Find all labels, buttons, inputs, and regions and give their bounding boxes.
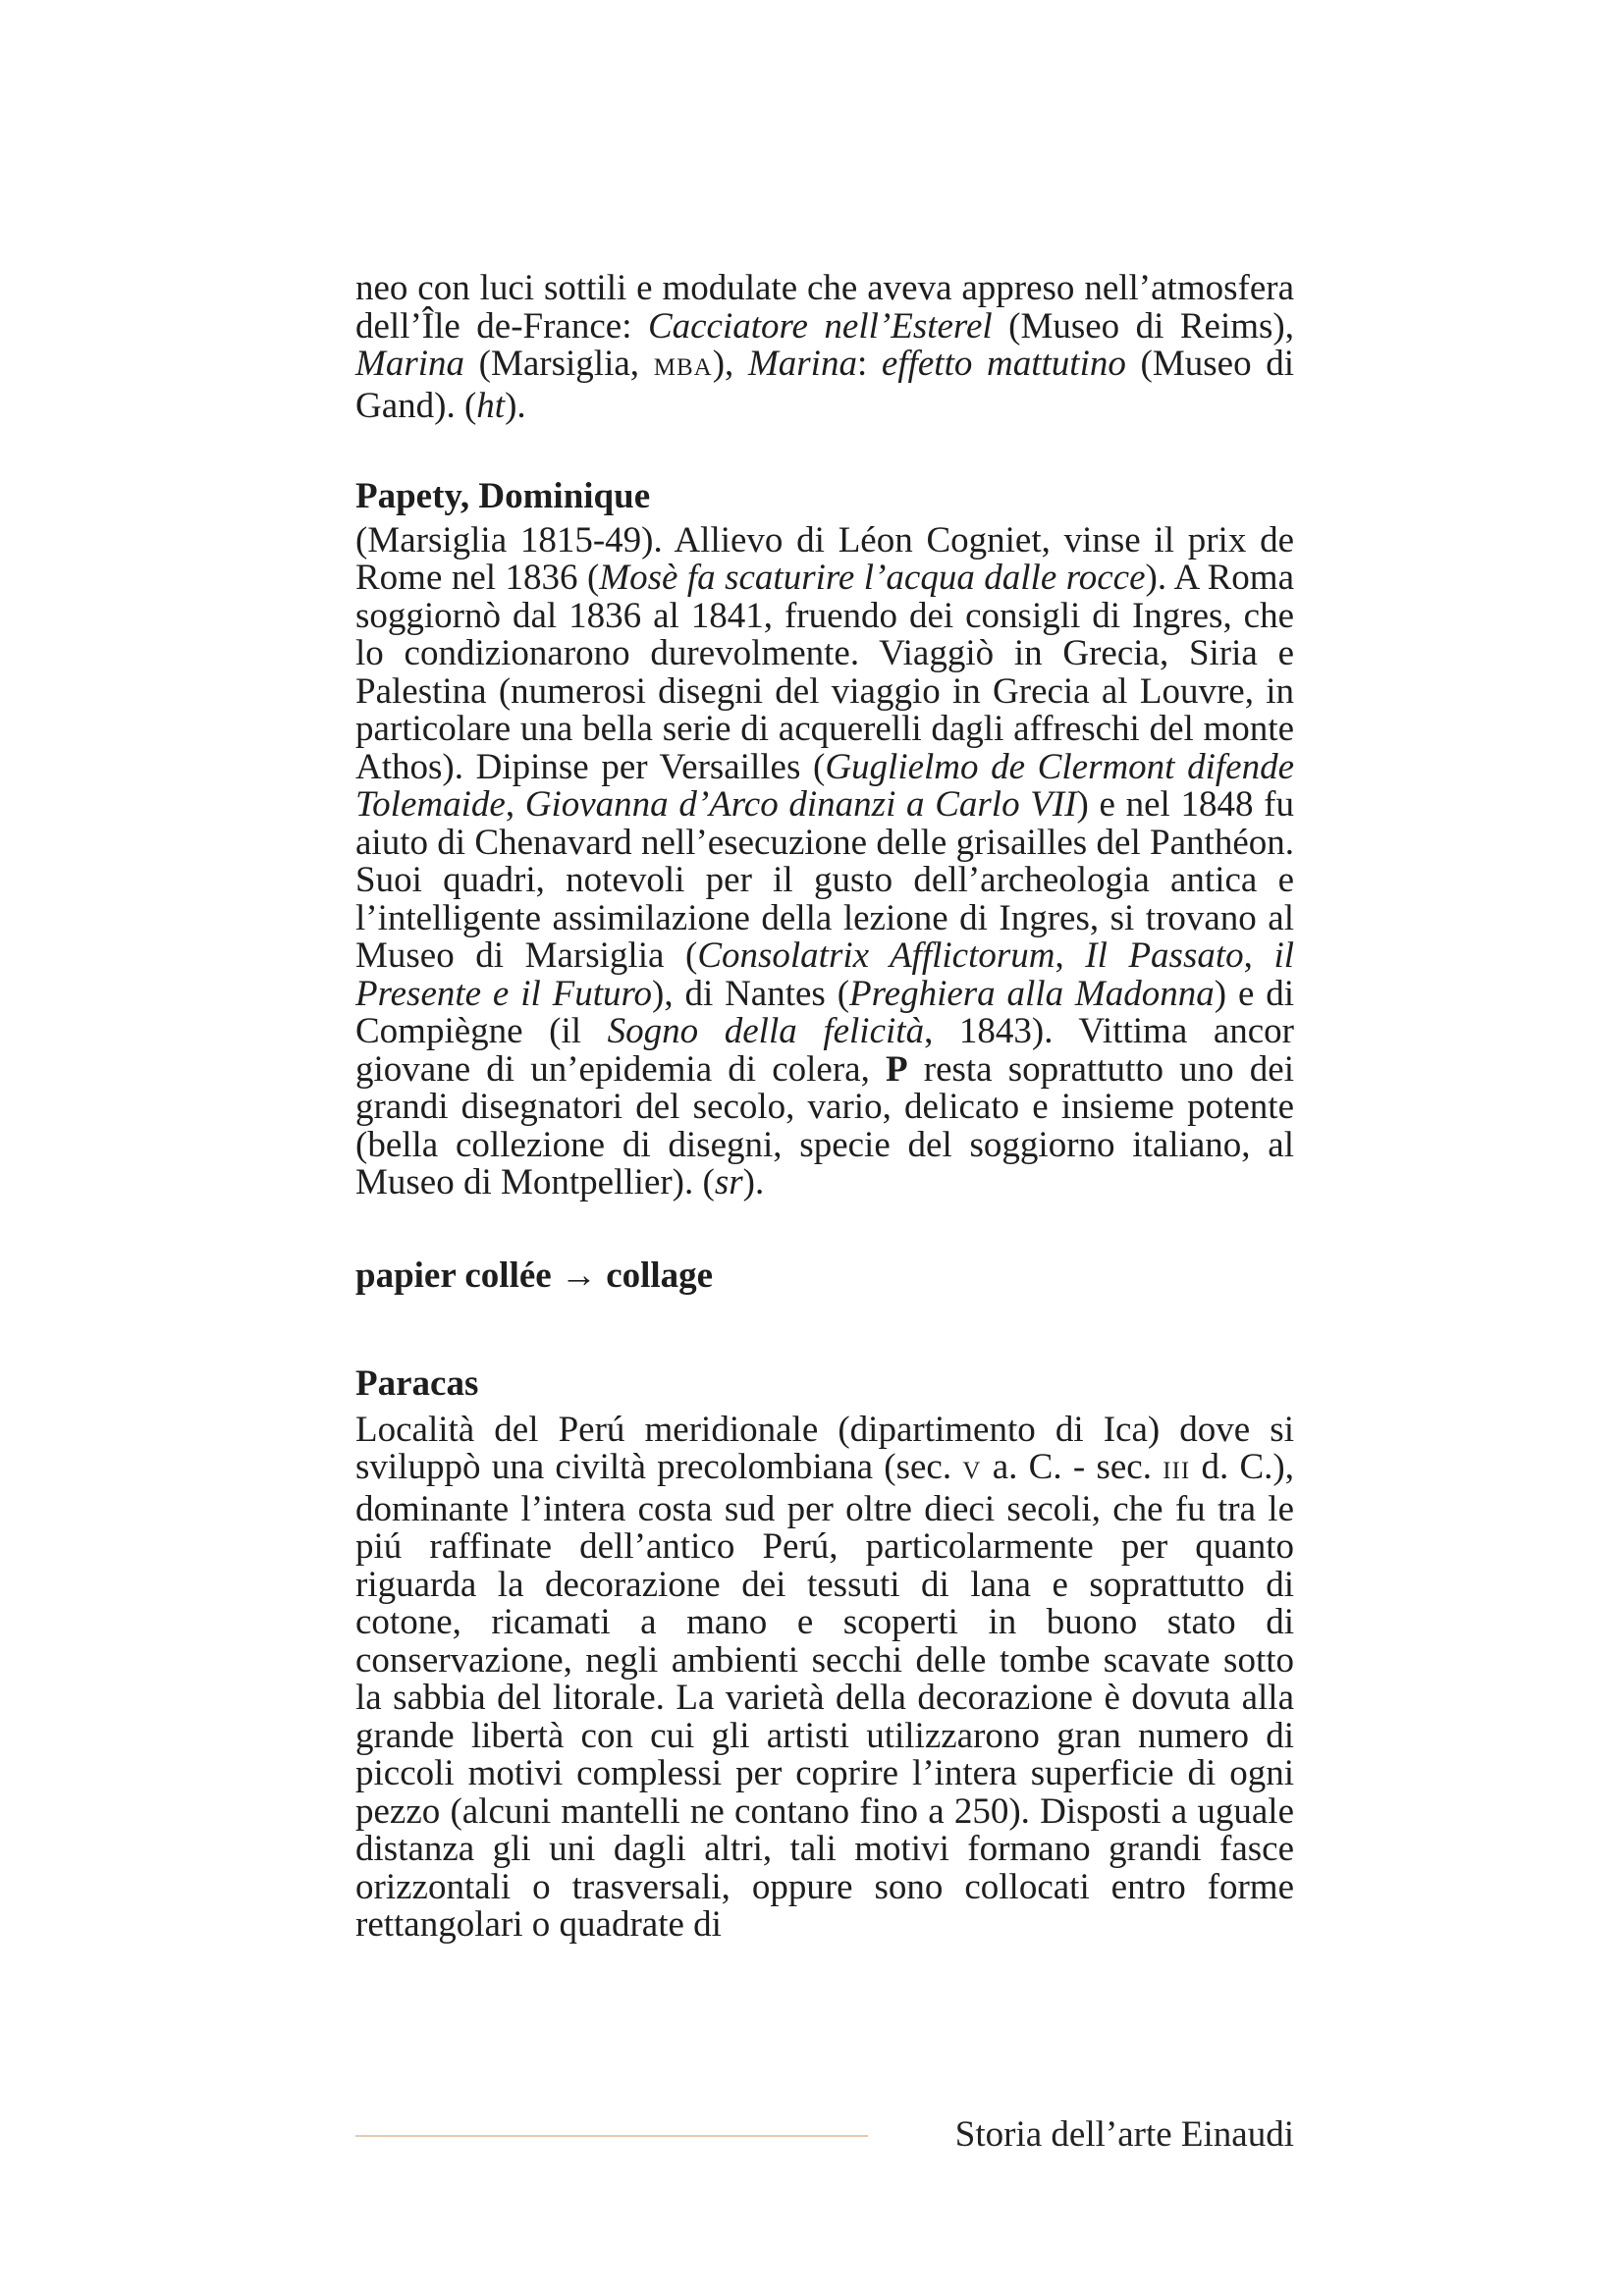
- text-segment: MBA: [653, 354, 713, 381]
- text-segment: ),: [712, 344, 748, 384]
- text-segment: neo con luci sottili e modulate che aveva appreso nell’atmosfera dell’Île de-France:: [355, 268, 1294, 347]
- text-segment: , 1843). Vittima ancor giovane di un’epidemia di colera,: [355, 1011, 1294, 1090]
- text-segment: Il Passato: [1085, 935, 1244, 976]
- text-segment: a. C. - sec.: [981, 1447, 1163, 1487]
- entry-heading-paracas: Paracas: [355, 1363, 479, 1404]
- text-segment: il Presente e il Futuro: [355, 935, 1295, 1014]
- text-segment: sr: [714, 1162, 743, 1202]
- text-segment: (Marsiglia 1815-49). Allievo di Léon Cogniet, vinse il prix de Rome nel 1836 (: [355, 519, 1294, 598]
- page-body: [355, 270, 1294, 1945]
- text-segment: effetto mattutino: [881, 344, 1126, 384]
- entry-heading-papety: Papety, Dominique: [355, 476, 651, 516]
- text-segment: ).: [505, 385, 526, 426]
- text-segment: Preghiera alla Madonna: [849, 973, 1215, 1014]
- text-segment: (Museo di Reims),: [992, 305, 1294, 347]
- text-segment: Giovanna d’Arco dinanzi a Carlo VII: [524, 784, 1077, 825]
- text-segment: Consolatrix Afflictorum: [697, 935, 1055, 976]
- text-segment: Marina: [355, 344, 464, 384]
- text-segment: ). A Roma soggiornò dal 1836 al 1841, fruendo dei consigli di Ingres, che lo condizionarono durevolmente. Viaggiò in Grecia, Siria e Palestina (numerosi disegni del viaggio in Grecia al Louvre, in particolare una bella serie di acquerelli dagli affreschi del monte Athos). Dipinse per Versailles (: [355, 558, 1295, 787]
- text-segment: ) e nel 1848 fu aiuto di Chenavard nell’esecuzione delle grisailles del Panthéon. Suoi quadri, notevoli per il gusto dell’archeologia antica e l’intelligente assimilazione della lezione di Ingres, si trovano al Museo di Marsiglia (: [355, 784, 1295, 976]
- paragraph-paracas: [355, 1409, 1294, 1945]
- text-segment: V: [962, 1458, 982, 1484]
- text-segment: ,: [505, 784, 525, 825]
- text-segment: Località del Perú meridionale (dipartimento di Ica) dove si sviluppò una civiltà precolombiana (sec.: [355, 1409, 1294, 1487]
- text-segment: ).: [742, 1162, 765, 1202]
- paragraph-intro: [355, 270, 1294, 425]
- text-segment: Marina: [747, 344, 857, 384]
- footer-title: Storia dell’arte Einaudi: [954, 2114, 1294, 2155]
- text-segment: (Museo di Gand). (: [355, 344, 1295, 426]
- paragraph-papety: [355, 519, 1295, 1202]
- text-segment: (Marsiglia,: [464, 344, 654, 384]
- text-segment: ,: [1243, 935, 1274, 976]
- text-segment: ), di Nantes (: [652, 973, 850, 1014]
- text-segment: Sogno della felicità: [607, 1011, 925, 1051]
- page-footer: [355, 2110, 1294, 2160]
- text-segment: III: [1163, 1458, 1191, 1484]
- text-segment: ht: [476, 385, 506, 426]
- text-segment: Cacciatore nell’Esterel: [647, 305, 993, 347]
- text-segment: Guglielmo de Clermont difende Tolemaide: [355, 746, 1294, 825]
- text-segment: ,: [1055, 935, 1086, 976]
- text-segment: d. C.), dominante l’intera costa sud per oltre dieci secoli, che fu tra le piú raffinate dell’antico Perú, particolarmente per quanto riguarda la decorazione dei tessuti di lana e soprattutto di cotone, ricamati a mano e scoperti in buono stato di conservazione, negli ambienti secchi delle tombe scavate sotto la sabbia del litorale. La varietà della decorazione è dovuta alla grande libertà con cui gli artisti utilizzarono gran numero di piccoli motivi complessi per coprire l’intera superficie di ogni pezzo (alcuni mantelli ne contano fino a 250). Disposti a uguale distanza gli uni dagli altri, tali motivi formano grandi fasce orizzontali o trasversali, oppure sono collocati entro forme rettangolari o quadrate di: [355, 1447, 1294, 1945]
- text-segment: Mosè fa scaturire l’acqua dalle rocce: [599, 558, 1146, 598]
- text-segment: P: [885, 1048, 908, 1090]
- text-segment: ) e di Compiègne (il: [355, 973, 1294, 1051]
- entry-heading-papier-collee: papier collée → collage: [355, 1255, 714, 1296]
- text-segment: resta soprattutto uno dei grandi disegnatori del secolo, vario, delicato e insieme potente (bella collezione di disegni, specie del soggiorno italiano, al Museo di Montpellier). (: [355, 1048, 1294, 1202]
- text-segment: :: [856, 344, 882, 384]
- footer-divider: [355, 2135, 868, 2137]
